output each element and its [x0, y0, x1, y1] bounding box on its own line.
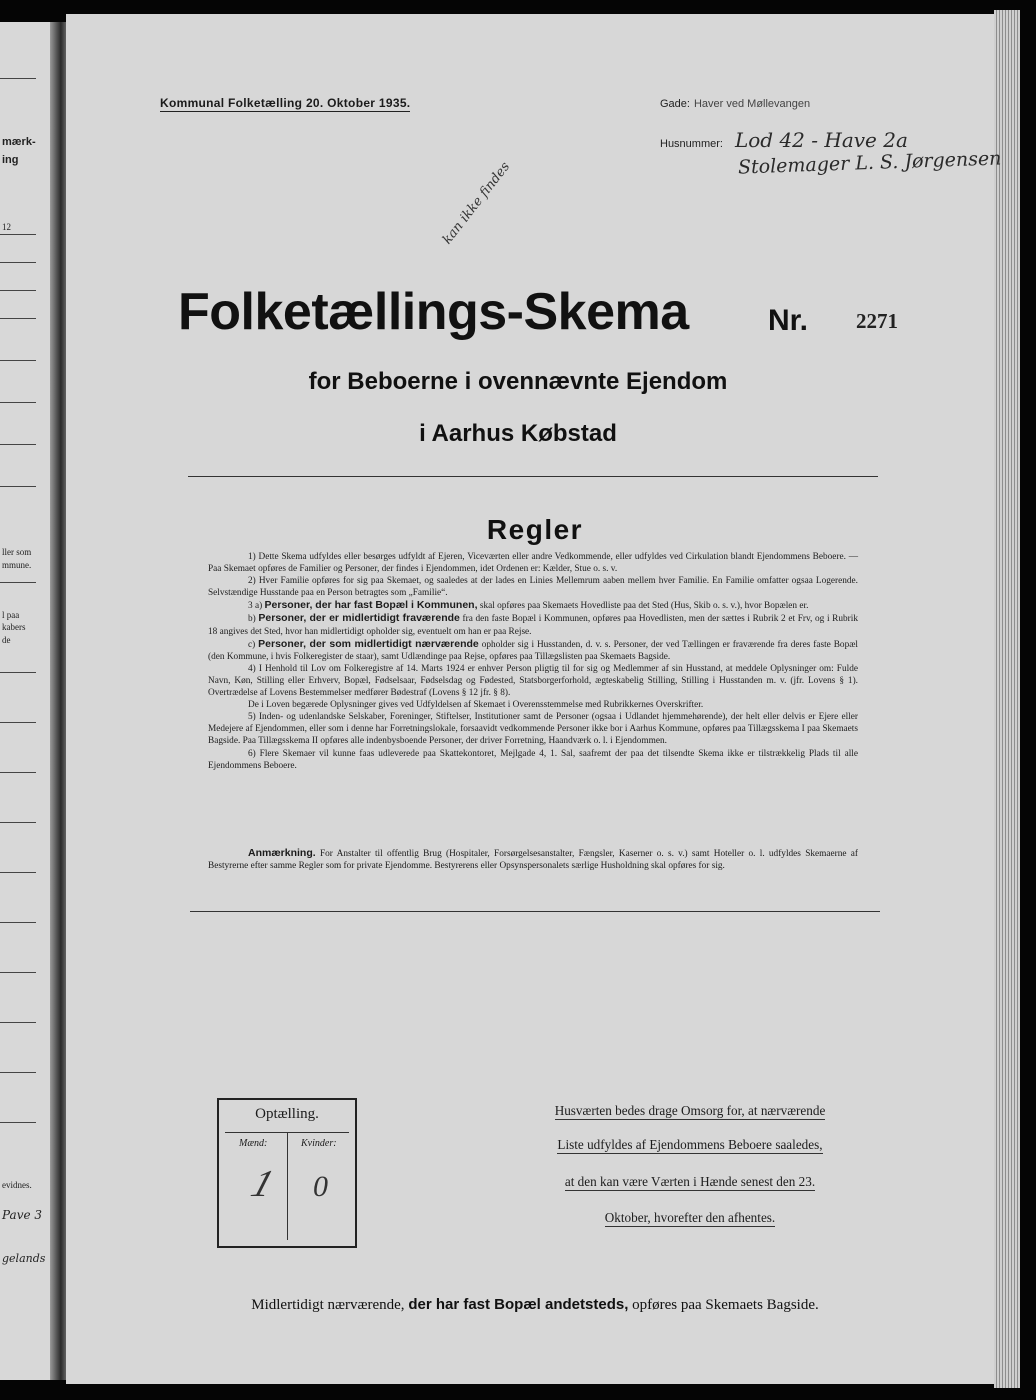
- house-number-label: Husnummer:: [660, 138, 723, 150]
- left-page-text: de: [2, 635, 11, 645]
- left-page-text: l paa: [2, 610, 20, 620]
- left-page-rule: [0, 1072, 36, 1073]
- left-page-text: ing: [2, 154, 19, 166]
- divider-line: [188, 476, 878, 477]
- left-page-text: evidnes.: [2, 1180, 32, 1190]
- margin-note-handwriting: kan ikke findes: [440, 159, 514, 248]
- left-page-text: ller som: [2, 547, 32, 557]
- left-page-rule: [0, 290, 36, 291]
- left-page-rule: [0, 318, 36, 319]
- left-page-rule: [0, 234, 36, 235]
- rule-6: 6) Flere Skemaer vil kunne faas udleverede paa Skattekontoret, Mejlgade 4, 1. Sal, saafremt der paa det tilsendte Skema ikke er tilstrækkelig Plads til alle Ejendommens Beboere.: [208, 748, 858, 771]
- left-page-text: 12: [2, 222, 11, 232]
- street-label: Gade:: [660, 98, 690, 110]
- left-page-rule: [0, 486, 36, 487]
- count-box: [217, 1098, 357, 1248]
- form-number-label: Nr.: [768, 304, 809, 337]
- left-page-rule: [0, 672, 36, 673]
- rule-4: 4) I Henhold til Lov om Folkeregistre af 14. Marts 1924 er enhver Person pligtig til for sig og Medlemmer af sin Husstand, at meddele Oplysninger om: Fulde Navn, Køn, Stilling eller Erhverv, Bopæl, Fødselsaar, Fødselsdag og Fødested, Statsborgerforhold, ægteskabelig Stilling, Stilling i Husstanden m. v. (jfr. Lovens § 1). Overtrædelse af Lovens Bestemmelser medfører Bødestraf (Lovens § 12 jfr. § 8).: [208, 663, 858, 699]
- rule-5: 5) Inden- og udenlandske Selskaber, Foreninger, Stiftelser, Institutioner samt de Personer (ogsaa i Udlandet hjemmehørende), der helt eller delvis er Ejere eller Medejere af Ejendommen, eller som i denne har Forretningslokale, forsaavidt vedkommende Personer ikke bor i Aarhus Kommune, opføres paa Tillægsskema I paa Skemaets Bagside. Paa Tillægsskema II opføres alle indenbysboende Personer, der driver Forretning, Haandværk o. l. i Ejendommen.: [208, 712, 858, 747]
- left-page-rule: [0, 582, 36, 583]
- form-title: Folketællings-Skema: [178, 283, 689, 341]
- census-header: Kommunal Folketælling 20. Oktober 1935.: [160, 96, 411, 110]
- left-page-rule: [0, 402, 36, 403]
- left-page-rule: [0, 1122, 36, 1123]
- street-value: Haver ved Møllevangen: [693, 98, 811, 110]
- remark: [208, 847, 858, 872]
- page-edges: [994, 10, 1020, 1388]
- left-page-text: mærk-: [2, 136, 36, 148]
- rule-2: 2) Hver Familie opføres for sig paa Skemaet, og saaledes at der lades en Linies Mellemrum aaben mellem hver Familie. En Familie omfatter ogsaa Logerende. Selvstændige Husstande paa en Person betragtes som „Familie“.: [208, 576, 858, 599]
- men-count: 1: [246, 1163, 279, 1205]
- left-page-rule: [0, 972, 36, 973]
- left-page-rule: [0, 722, 36, 723]
- rules-body: [208, 551, 858, 772]
- house-number-field: [660, 128, 908, 152]
- left-page-rule: [0, 772, 36, 773]
- left-page-rule: [0, 872, 36, 873]
- left-page-handwriting: Pave 3: [2, 1208, 43, 1222]
- women-count: 0: [313, 1170, 328, 1203]
- landlord-instruction-line: Husværten bedes drage Omsorg for, at nærværende: [554, 1103, 826, 1118]
- street-field: [660, 94, 810, 112]
- rule-3a: 3 a) Personer, der har fast Bopæl i Kommunen, skal opføres paa Skemaets Hovedliste paa det Sted (Hus, Skib o. s. v.), hvor Bopælen er.: [248, 599, 809, 612]
- form-municipality: i Aarhus Købstad: [419, 420, 617, 447]
- women-label: Kvinder:: [301, 1138, 337, 1149]
- left-page-handwriting: gelands: [2, 1252, 46, 1265]
- count-divider: [287, 1132, 288, 1240]
- men-label: Mænd:: [239, 1138, 268, 1149]
- rule-4b: De i Loven begærede Oplysninger gives ved Udfyldelsen af Skemaet i Overensstemmelse med Rubrikkernes Overskrifter.: [248, 700, 704, 711]
- left-page-rule: [0, 822, 36, 823]
- footer-note: Midlertidigt nærværende, der har fast Bopæl andetsteds, opføres paa Skemaets Bagside.: [251, 1296, 819, 1313]
- left-page-rule: [0, 262, 36, 263]
- landlord-instruction-line: Liste udfyldes af Ejendommens Beboere saaledes,: [557, 1137, 823, 1152]
- landlord-instruction-line: at den kan være Værten i Hænde senest den 23.: [564, 1174, 816, 1189]
- house-owner-handwriting: Stolemager L. S. Jørgensen: [737, 147, 1002, 179]
- remark-label: Anmærkning.: [248, 847, 316, 859]
- rules-heading: Regler: [486, 514, 584, 545]
- house-number-value: Lod 42 - Have 2a: [734, 128, 908, 152]
- rule-3c: c) Personer, der som midlertidigt nærværende opholder sig i Husstanden, d. v. s. Personer, der ved Tællingen er fraværende fra deres faste Bopæl (den Kommune, i hvis Folkeregister de staar), samt Udlændinge paa Rejse, opføres paa Tillægslisten paa Skemaets Bagside.: [208, 637, 859, 662]
- left-page-rule: [0, 78, 36, 79]
- rule-3b: b) Personer, der er midlertidigt fraværende fra den faste Bopæl i Kommunen, opføres paa Hovedlisten, men der sættes i Rubrik 2 et Frv, og i Rubrik 18 angives det Sted, hvor han midlertidigt opholder sig, eventuelt om han er paa Rejse.: [208, 612, 859, 637]
- landlord-instruction-line: Oktober, hvorefter den afhentes.: [604, 1210, 776, 1225]
- left-page-rule: [0, 360, 36, 361]
- left-page-rule: [0, 922, 36, 923]
- remark-text: For Anstalter til offentlig Brug (Hospitaler, Forsørgelsesanstalter, Fængsler, Kaserner o. s. v.) samt Hoteller o. l. udfyldes Skemaerne af Bestyrerne efter samme Regler som for private Ejendomme. Bestyrerens eller Opsynspersonalets særlige Husholdning skal opføres for sig.: [208, 849, 858, 871]
- divider-line: [190, 911, 880, 912]
- count-title: Optælling.: [255, 1106, 319, 1122]
- rule-1: 1) Dette Skema udfyldes eller besørges udfyldt af Ejeren, Viceværten eller andre Vedkommende, eller udfyldes ved Cirkulation blandt Ejendommens Beboere. — Paa Skemaet opføres de Familier og Personer, der findes i Ejendommen, idet Ordenen er: Kælder, Stue o. s. v.: [208, 552, 858, 575]
- left-page-text: kabers: [2, 622, 26, 632]
- left-page-rule: [0, 1022, 36, 1023]
- left-page-text: mmune.: [2, 560, 32, 570]
- form-subtitle: for Beboerne i ovennævnte Ejendom: [308, 368, 728, 395]
- form-number-value: 2271: [856, 309, 898, 333]
